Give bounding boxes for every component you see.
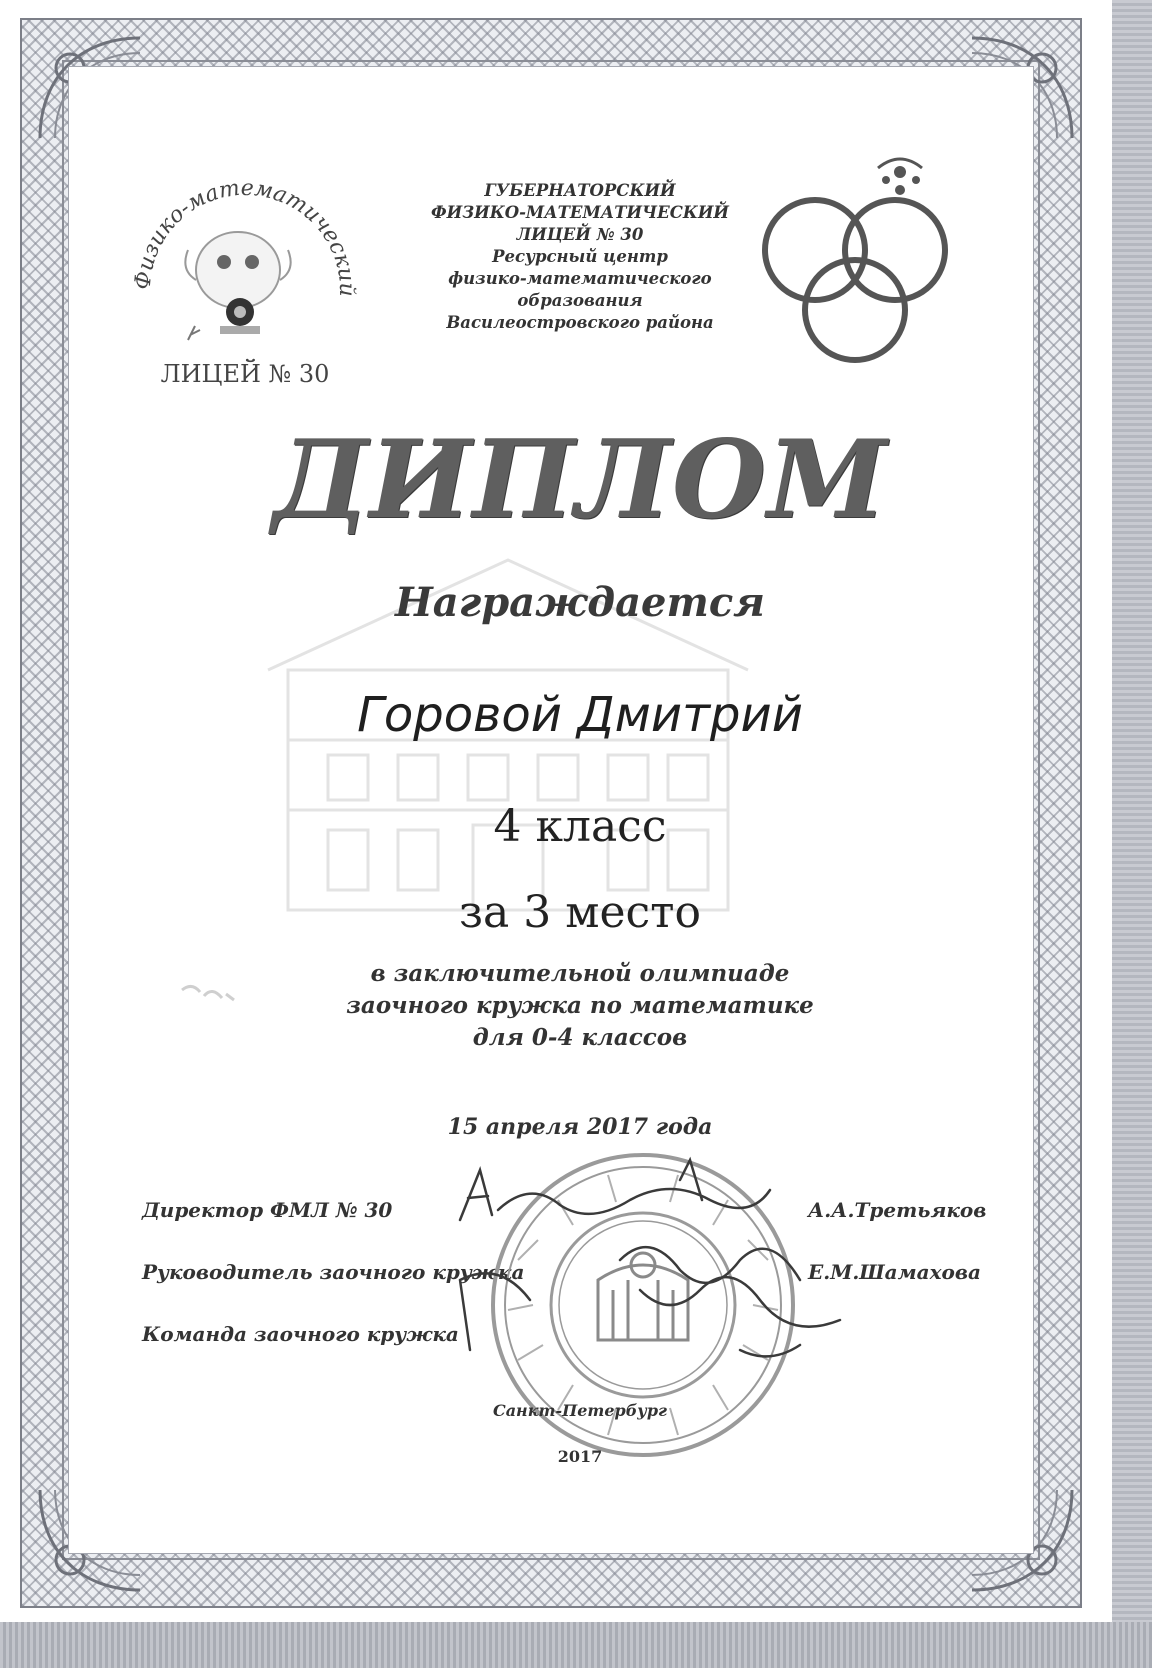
header-line: физико-математического [448,269,712,288]
header-line: ГУБЕРНАТОРСКИЙ [484,181,676,200]
logo-arc-text: Физико-математический [130,175,360,297]
signature-role: Директор ФМЛ № 30 [142,1198,393,1222]
signature-role: Команда заочного кружка [142,1322,459,1346]
signature-person: А.А.Третьяков [808,1198,987,1222]
award-date: 15 апреля 2017 года [447,1114,713,1140]
signature-role: Руководитель заочного кружка [142,1260,525,1284]
scan-edge-right [1112,0,1152,1668]
recipient-name: Горовой Дмитрий [357,687,803,743]
awarded-label: Награждается [394,579,766,626]
handwritten-signature-icon [440,1150,860,1380]
city: Санкт-Петербург [492,1401,668,1420]
header-line: Василеостровского района [446,313,714,332]
recipient-grade: 4 класс [493,801,667,852]
diploma-title: ДИПЛОМ [272,417,888,543]
institution-header [390,180,770,334]
header-line: Ресурсный центр [492,247,668,266]
header-line: ЛИЦЕЙ № 30 [516,225,644,244]
scan-edge-bottom [0,1622,1152,1668]
logo-bottom-text: ЛИЦЕЙ № 30 [160,360,330,388]
owl-mascot-icon [185,232,290,340]
award-description [230,958,930,1054]
award-place: за 3 место [459,887,701,938]
description-line: для 0-4 классов [472,1024,688,1051]
header-line: образования [517,291,643,310]
year: 2017 [557,1447,603,1466]
three-rings-logo-icon [760,150,980,380]
header-line: ФИЗИКО-МАТЕМАТИЧЕСКИЙ [430,203,730,222]
lyceum-logo [120,150,370,400]
scan-smudge-icon [178,978,238,1008]
description-line: заочного кружка по математике [346,992,814,1019]
signature-person: Е.М.Шамахова [808,1260,981,1284]
description-line: в заключительной олимпиаде [370,960,790,987]
